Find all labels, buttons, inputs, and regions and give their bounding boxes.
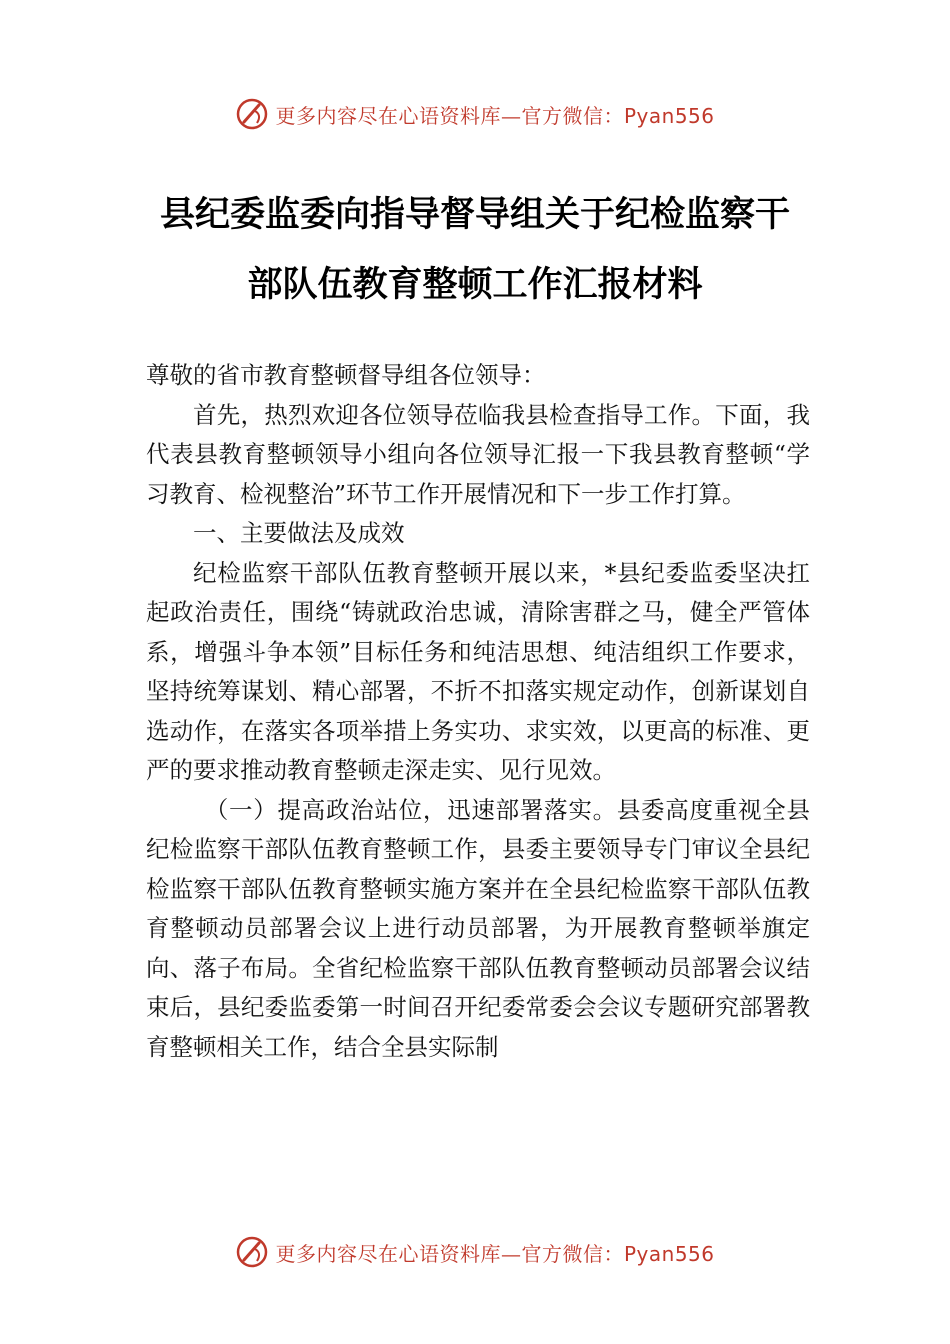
watermark-banner-bottom xyxy=(0,1232,950,1272)
paragraph-political-stance: （一）提高政治站位，迅速部署落实。县委高度重视全县纪检监察干部队伍教育整顿工作，县委主要领导专门审议全县纪检监察干部队伍教育整顿实施方案并在全县纪检监察干部队伍教育整顿动员部署会议上进行动员部署，为开展教育整顿举旗定向、落子布局。全省纪检监察干部队伍教育整顿动员部署会议结束后，县纪委监委第一时间召开纪委常委会会议专题研究部署教育整顿相关工作，结合全县实际制 xyxy=(146,795,810,1061)
document-body xyxy=(146,356,810,1067)
title-line-2: 部队伍教育整顿工作汇报材料 xyxy=(247,265,703,305)
watermark-text: 更多内容尽在心语资料库—官方微信：Pyan556 xyxy=(275,1241,715,1266)
paragraph-intro: 首先，热烈欢迎各位领导莅临我县检查指导工作。下面，我代表县教育整顿领导小组向各位领导汇报一下我县教育整顿“学习教育、检视整治”环节工作开展情况和下一步工作打算。 xyxy=(146,400,810,508)
section-heading-1: 一、主要做法及成效 xyxy=(193,519,405,547)
watermark-text: 更多内容尽在心语资料库—官方微信：Pyan556 xyxy=(275,103,715,128)
document-title xyxy=(120,180,830,320)
brush-logo-icon xyxy=(235,97,269,131)
salutation: 尊敬的省市教育整顿督导组各位领导： xyxy=(146,361,546,389)
brush-logo-icon xyxy=(235,1235,269,1269)
title-line-1: 县纪委监委向指导督导组关于纪检监察干 xyxy=(159,195,790,235)
watermark-banner-top xyxy=(0,94,950,134)
paragraph-main-practices: 纪检监察干部队伍教育整顿开展以来，*县纪委监委坚决扛起政治责任，围绕“铸就政治忠诚，清除害群之马，健全严管体系，增强斗争本领”目标任务和纯洁思想、纯洁组织工作要求，坚持统筹谋划、精心部署，不折不扣落实规定动作，创新谋划自选动作，在落实各项举措上务实功、求实效，以更高的标准、更严的要求推动教育整顿走深走实、见行见效。 xyxy=(146,558,810,784)
